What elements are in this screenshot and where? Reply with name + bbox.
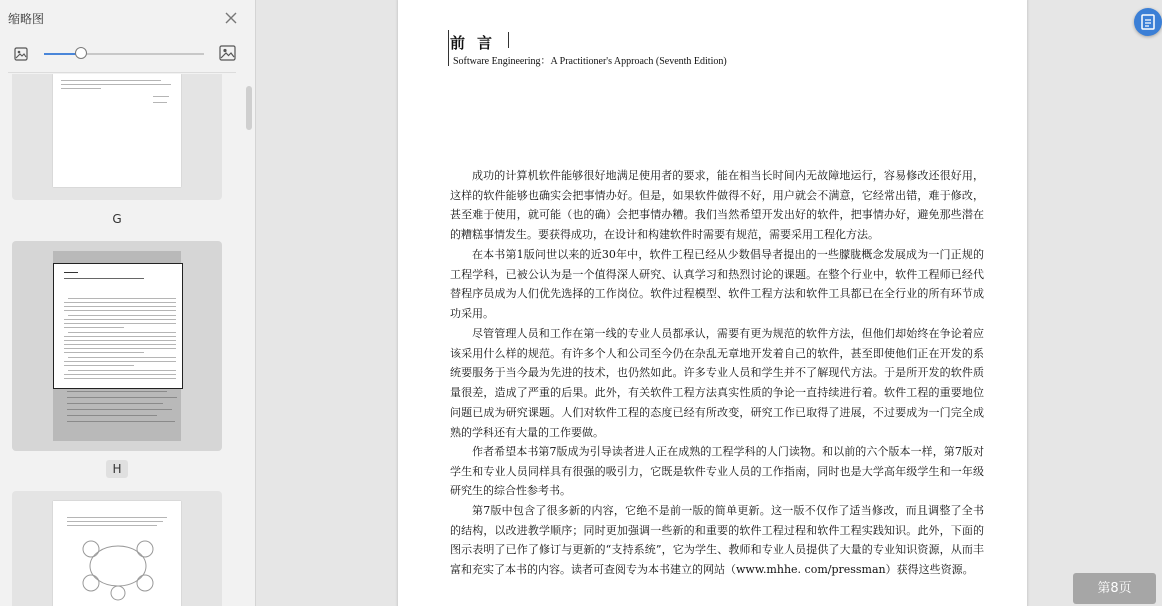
thumbnail-zoom-row [0, 40, 256, 68]
heading-rule [508, 32, 509, 48]
page-subtitle: Software Engineering：A Practitioner's Approach (Seventh Edition) [453, 56, 727, 67]
thumbnail-label-h: H [12, 460, 222, 478]
thumbnail-card-next[interactable] [12, 491, 222, 606]
paragraph-4: 作者希望本书第7版成为引导读者进人正在成熟的工程学科的人门读物。和以前的六个版本一样，第7版对学生和专业人员同样具有很强的吸引力，它既是软件专业人员的工作指南，同时也是大学高年级学生和一年级研究生的综合性参考书。 [450, 445, 984, 498]
image-small-icon[interactable] [14, 46, 28, 60]
heading-rule [448, 30, 449, 66]
thumbnail-page-image [53, 74, 181, 187]
convert-doc-icon[interactable] [1134, 8, 1162, 36]
document-page [398, 0, 1027, 606]
sidebar-scrollbar[interactable] [246, 86, 252, 130]
slider-knob[interactable] [75, 47, 87, 59]
thumbnail-zoom-slider[interactable] [44, 53, 204, 55]
page-indicator: 第8页 [1073, 573, 1156, 604]
paragraph-1: 成功的计算机软件能够很好地满足使用者的要求，能在相当长时间内无故障地运行，容易修改还很好用，这样的软件能够也确实会把事情办好。但是，如果软件做得不好，用户就会不满意，它经常出错，难于修改，甚至难于使用，就可能（也的确）会把事情办糟。我们当然希望开发出好的软件，把事情办好，避免那些潜在的糟糕事情发生。要获得成功，在设计和构建软件时需要有规范，需要采用工程化方法。 [450, 169, 984, 242]
diagram-icon [73, 531, 163, 601]
divider [8, 72, 236, 73]
page-heading: 前言 [450, 34, 505, 52]
thumbnail-page-image [53, 501, 181, 606]
sidebar-title: 缩略图 [8, 12, 45, 26]
paragraph-2: 在本书第1版问世以来的近30年中，软件工程已经从少数倡导者提出的一些朦胧概念发展成为一门正规的工程学科，已被公认为是一个值得深人研究、认真学习和热烈讨论的课题。在整个行业中，软件工程师已经代替程序员成为人们优先选择的工作岗位。软件过程模型、软件工程方法和软件工具都已在全行业的所有环节成功采用。 [450, 248, 984, 321]
paragraph-5: 第7版中包含了很多新的内容，它绝不是前一版的简单更新。这一版不仅作了适当修改，而且调整了全书的结构，以改进教学顺序；同时更加强调一些新的和重要的软件工程过程和软件工程实践知识。此外，下面的图示表明了已作了修订与更新的“支持系统”，它为学生、教师和专业人员提供了大量的专业知识资源，从而丰富和充实了本书的内容。读者可查阅专为本书建立的网站（www.mhhe. com/pressman）获得这些资源。 [450, 504, 984, 577]
thumbnail-label-g: G [112, 212, 122, 226]
visible-area-frame[interactable] [53, 263, 183, 389]
thumbnail-sidebar [0, 0, 256, 606]
thumbnail-list [0, 74, 244, 606]
thumbnail-card-g[interactable] [12, 74, 222, 200]
close-icon[interactable] [223, 10, 239, 26]
document-viewer[interactable] [257, 0, 1162, 606]
image-large-icon[interactable] [219, 45, 236, 61]
paragraph-3: 尽管管理人员和工作在第一线的专业人员都承认，需要有更为规范的软件方法，但他们却始终在争论着应该采用什么样的规范。有许多个人和公司至今仍在杂乱无章地开发着自己的软件，甚至即使他们正在开发的系统要服务于当今最为先进的技术，也仍然如此。许多专业人员和学生并不了解现代方法。于是所开发的软件质量很差，造成了严重的后果。此外，有关软件工程方法真实性质的争论一直持续进行着。软件工程的重要地位问题已成为研究课题。人们对软件工程的态度已经有所改变，研究工作已取得了进展，不过要成为一门完全成熟的学科还有大量的工作要做。 [450, 327, 984, 439]
